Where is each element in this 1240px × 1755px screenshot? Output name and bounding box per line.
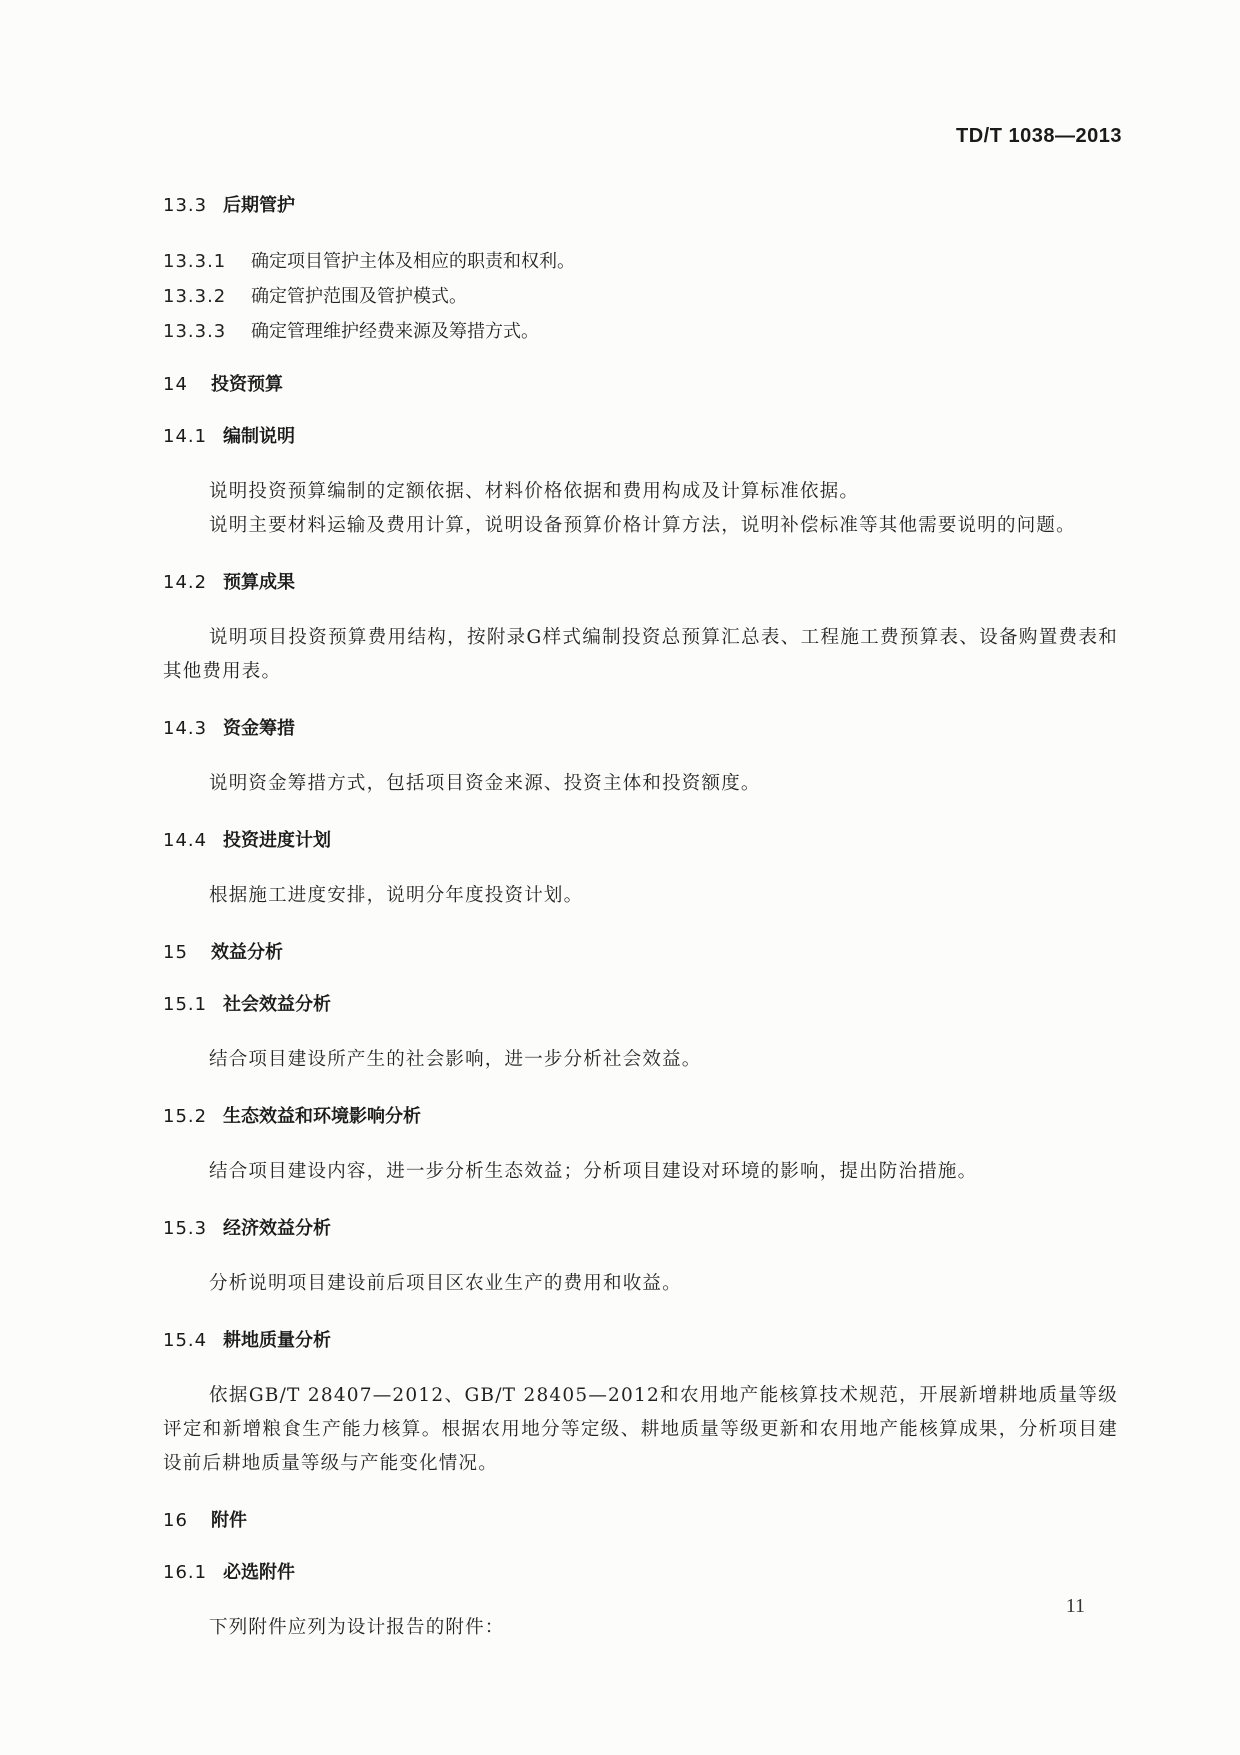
paragraph: 说明项目投资预算费用结构，按附录G样式编制投资总预算汇总表、工程施工费预算表、设备购置费表和其他费用表。: [163, 627, 1118, 682]
list-item: [163, 279, 1118, 314]
heading-13-3: [163, 192, 1118, 220]
paragraph: 说明资金筹措方式，包括项目资金来源、投资主体和投资额度。: [209, 773, 761, 794]
heading-15-4: [163, 1327, 1118, 1355]
section-number: 15.1: [163, 994, 208, 1015]
section-number: 15.4: [163, 1330, 208, 1351]
heading-15-2: [163, 1103, 1118, 1131]
section-number: 15: [163, 942, 188, 963]
section-title: 效益分析: [211, 942, 283, 963]
paragraph: 说明投资预算编制的定额依据、材料价格依据和费用构成及计算标准依据。: [209, 481, 860, 502]
list-item: [163, 314, 1118, 349]
section-number: 15.3: [163, 1218, 208, 1239]
item-number: 13.3.3: [163, 321, 227, 342]
paragraph: 依据GB/T 28407—2012、GB/T 28405—2012和农用地产能核算技术规范，开展新增耕地质量等级评定和新增粮食生产能力核算。根据农用地分等定级、耕地质量等级更新和农用地产能核算成果，分析项目建设前后耕地质量等级与产能变化情况。: [163, 1385, 1118, 1474]
item-text: 确定项目管护主体及相应的职责和权利。: [251, 251, 575, 272]
heading-14: [163, 371, 1118, 399]
section-number: 15.2: [163, 1106, 208, 1127]
heading-14-3: [163, 715, 1118, 743]
section-title: 资金筹措: [223, 718, 295, 739]
section-number: 14.3: [163, 718, 208, 739]
item-number: 13.3.1: [163, 251, 227, 272]
heading-16: [163, 1507, 1118, 1535]
heading-14-2: [163, 569, 1118, 597]
section-number: 13.3: [163, 195, 208, 216]
list-item: [163, 244, 1118, 279]
section-number: 16.1: [163, 1562, 208, 1583]
heading-14-1: [163, 423, 1118, 451]
section-title: 预算成果: [223, 572, 295, 593]
item-number: 13.3.2: [163, 286, 227, 307]
heading-15-1: [163, 991, 1118, 1019]
section-number: 14.4: [163, 830, 208, 851]
section-title: 生态效益和环境影响分析: [223, 1106, 421, 1127]
section-title: 后期管护: [223, 195, 295, 216]
section-title: 经济效益分析: [223, 1218, 331, 1239]
section-title: 必选附件: [223, 1562, 295, 1583]
section-number: 14: [163, 374, 188, 395]
standard-code: TD/T 1038—2013: [956, 125, 1122, 147]
heading-15: [163, 939, 1118, 967]
section-title: 投资预算: [211, 374, 283, 395]
paragraph: 结合项目建设内容，进一步分析生态效益；分析项目建设对环境的影响，提出防治措施。: [209, 1161, 978, 1182]
paragraph: 下列附件应列为设计报告的附件：: [209, 1617, 505, 1638]
item-text: 确定管理维护经费来源及筹措方式。: [251, 321, 539, 342]
section-number: 16: [163, 1510, 188, 1531]
section-number: 14.2: [163, 572, 208, 593]
heading-15-3: [163, 1215, 1118, 1243]
paragraph: 根据施工进度安排，说明分年度投资计划。: [209, 885, 584, 906]
paragraph: 分析说明项目建设前后项目区农业生产的费用和收益。: [209, 1273, 682, 1294]
paragraph: 说明主要材料运输及费用计算，说明设备预算价格计算方法，说明补偿标准等其他需要说明的问题。: [209, 515, 1076, 536]
paragraph: 结合项目建设所产生的社会影响，进一步分析社会效益。: [209, 1049, 702, 1070]
section-title: 附件: [211, 1510, 247, 1531]
heading-14-4: [163, 827, 1118, 855]
section-title: 耕地质量分析: [223, 1330, 331, 1351]
heading-16-1: [163, 1559, 1118, 1587]
section-number: 14.1: [163, 426, 208, 447]
item-text: 确定管护范围及管护模式。: [251, 286, 467, 307]
section-title: 社会效益分析: [223, 994, 331, 1015]
section-title: 编制说明: [223, 426, 295, 447]
page-number: 11: [1065, 1595, 1085, 1617]
section-title: 投资进度计划: [223, 830, 331, 851]
document-body: [163, 192, 1118, 1671]
